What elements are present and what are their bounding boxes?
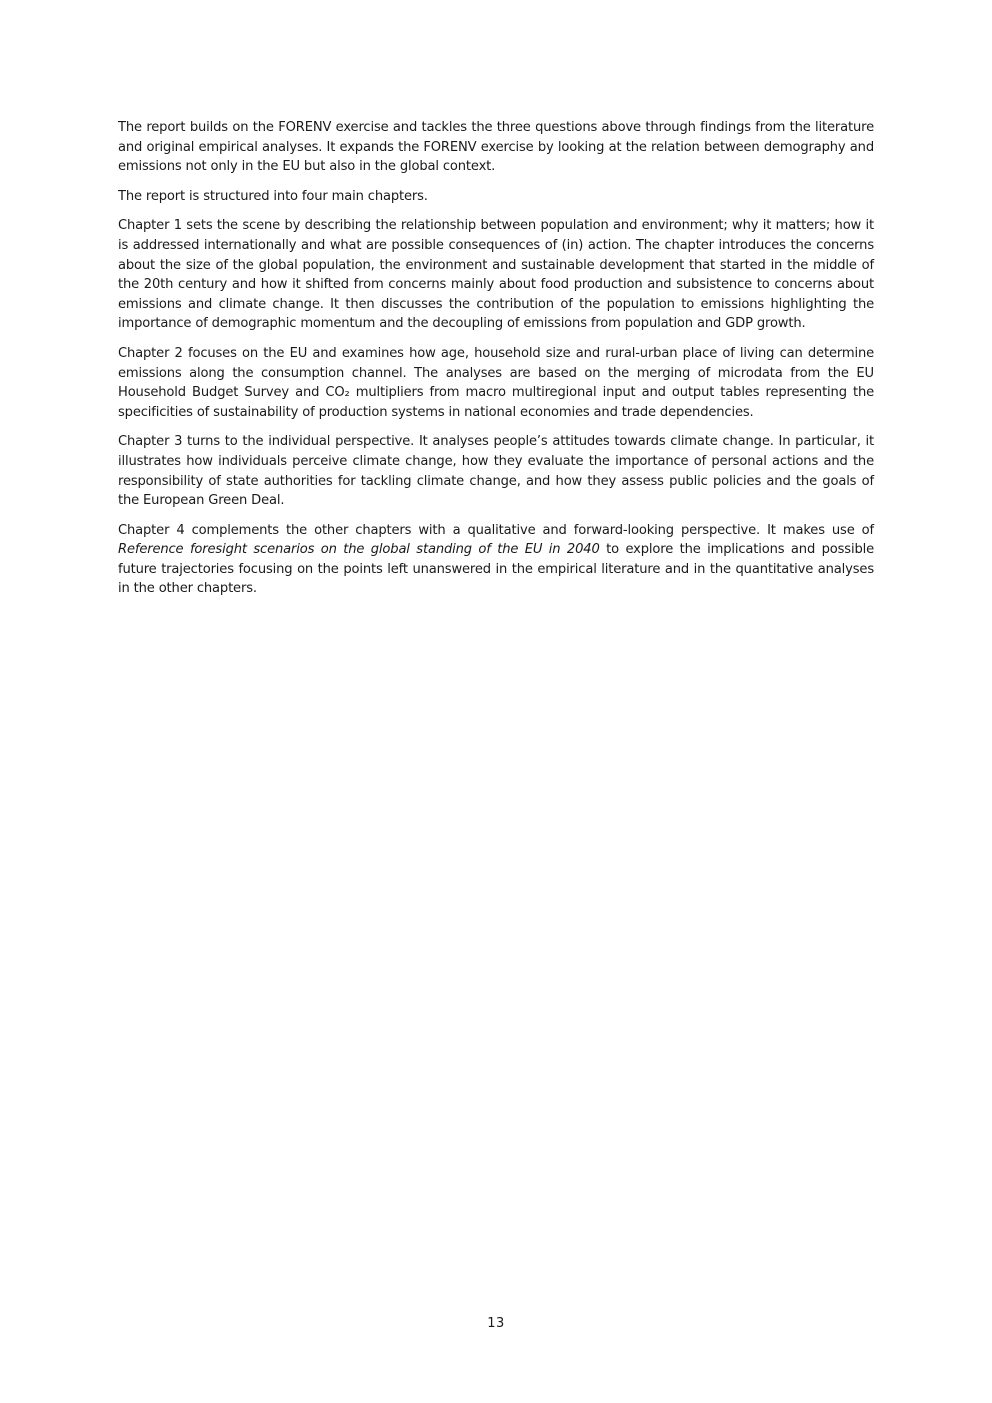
paragraph-chapter-4 — [118, 521, 874, 599]
paragraph-chapter-3: Chapter 3 turns to the individual perspective. It analyses people’s attitudes towards climate change. In particular, it illustrates how individuals perceive climate change, how they evaluate the importance of personal actions and the responsibility of state authorities for tackling climate change, and how they assess public policies and the goals of the European Green Deal. — [118, 434, 874, 509]
page-number: 13 — [487, 1316, 505, 1331]
paragraph-structure-intro: The report is structured into four main chapters. — [118, 188, 428, 204]
foresight-scenarios-title: Reference foresight scenarios on the global standing of the EU in 2040 — [118, 542, 600, 558]
paragraph-chapter-1: Chapter 1 sets the scene by describing the relationship between population and environment; why it matters; how it is addressed internationally and what are possible consequences of (in) action. The chapter introduces the concerns about the size of the global population, the environment and sustainable development that started in the middle of the 20th century and how it shifted from concerns mainly about food production and subsistence to concerns about emissions and climate change. It then discusses the contribution of the population to emissions highlighting the importance of demographic momentum and the decoupling of emissions from population and GDP growth. — [118, 218, 874, 332]
page-body — [118, 118, 874, 609]
chapter-4-text-before: Chapter 4 complements the other chapters with a qualitative and forward-looking perspective. It makes use of — [118, 522, 874, 538]
chapter-4-text-after: to explore the implications and possible future trajectories focusing on the points left unanswered in the empirical literature and in the quantitative analyses in the other chapters. — [118, 542, 875, 597]
paragraph-chapter-2: Chapter 2 focuses on the EU and examines how age, household size and rural-urban place of living can determine emissions along the consumption channel. The analyses are based on the merging of microdata from the EU Household Budget Survey and CO₂ multipliers from macro multiregional input and output tables representing the specificities of sustainability of production systems in national economies and trade dependencies. — [118, 345, 874, 420]
paragraph-report-overview: The report builds on the FORENV exercise and tackles the three questions above through findings from the literature and original empirical analyses. It expands the FORENV exercise by looking at the relation between demography and emissions not only in the EU but also in the global context. — [118, 120, 874, 175]
